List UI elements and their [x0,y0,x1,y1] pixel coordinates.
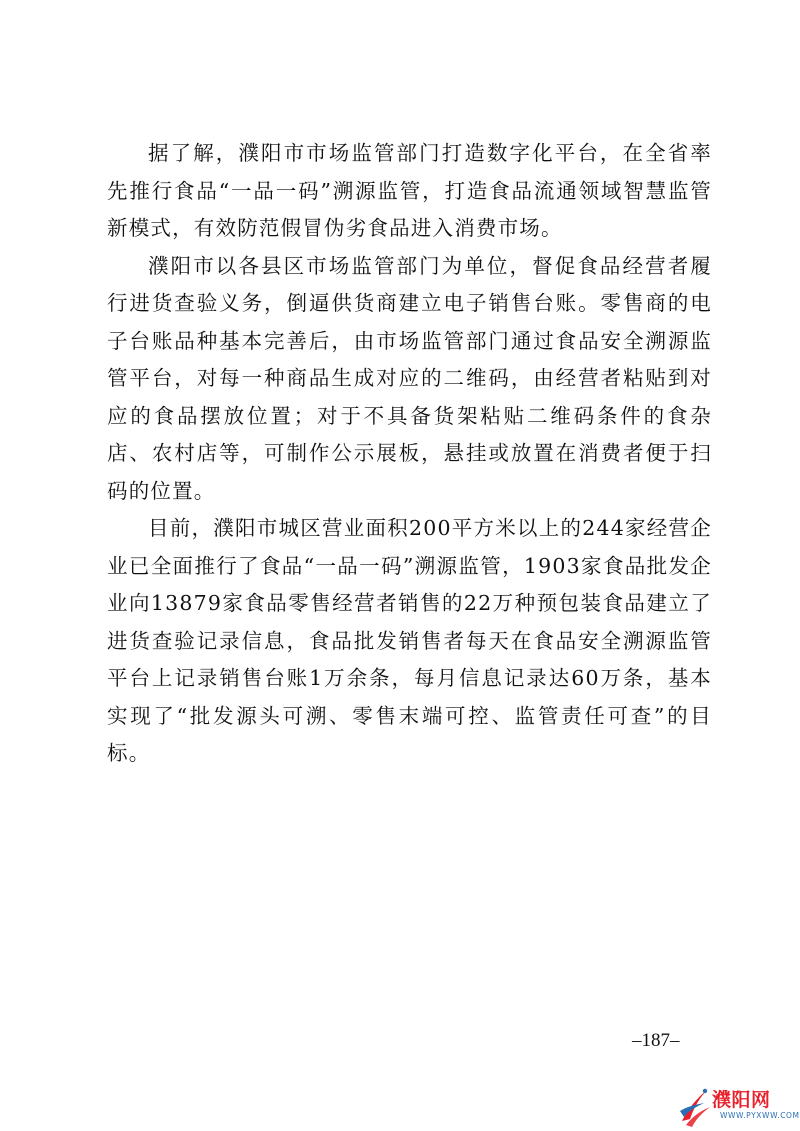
watermark-site-url: WWW.PYXWW.COM [720,1111,800,1120]
pyxww-logo-icon [674,1081,714,1129]
page-number: –187– [632,1030,680,1051]
article-body [107,135,712,773]
paragraph-1: 据了解，濮阳市市场监管部门打造数字化平台，在全省率先推行食品“一品一码”溯源监管，打造食品流通领域智慧监管新模式，有效防范假冒伪劣食品进入消费市场。 [107,141,712,240]
site-watermark [674,1081,800,1129]
paragraph-2: 濮阳市以各县区市场监管部门为单位，督促食品经营者履行进货查验义务，倒逼供货商建立电子销售台账。零售商的电子台账品种基本完善后，由市场监管部门通过食品安全溯源监管平台，对每一种商品生成对应的二维码，由经营者粘贴到对应的食品摆放位置；对于不具备货架粘贴二维码条件的食杂店、农村店等，可制作公示展板，悬挂或放置在消费者便于扫码的位置。 [107,253,712,503]
paragraph-3: 目前，濮阳市城区营业面积200平方米以上的244家经营企业已全面推行了食品“一品一码”溯源监管，1903家食品批发企业向13879家食品零售经营者销售的22万种预包装食品建立了进货查验记录信息，食品批发销售者每天在食品安全溯源监管平台上记录销售台账1万余条，每月信息记录达60万条，基本实现了“批发源头可溯、零售末端可控、监管责任可查”的目标。 [107,516,712,765]
watermark-site-name: 濮阳网 [712,1089,771,1111]
